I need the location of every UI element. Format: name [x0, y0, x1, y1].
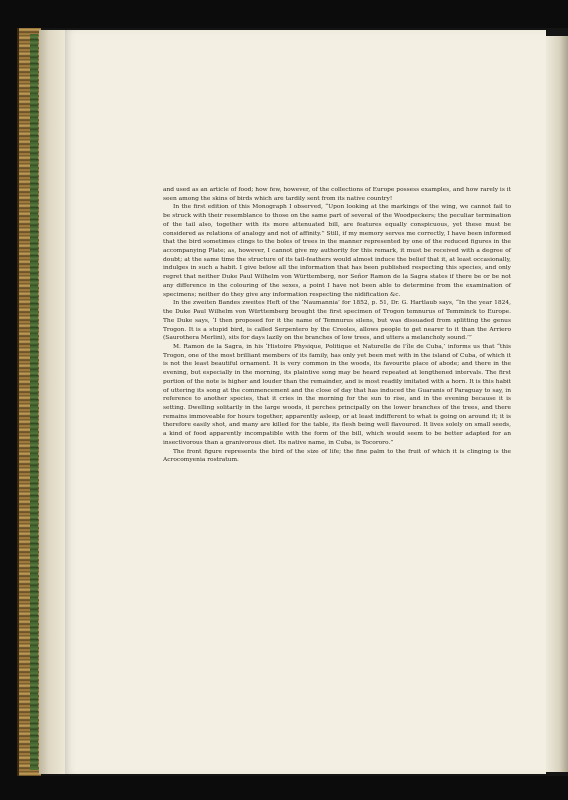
paragraph-4: M. Ramon de la Sagra, in his ‘Histoire Physique, Politique et Naturelle de l’île de Cuba,’ informs us that “this Trogon, one of the most brilliant members of its family, has only yet been met with in the island of Cuba, of which it is not the least beautiful ornament. It is very common in the woods, its favourite place of abode; and there in the evening, but especially in the morning, its plaintive song may be heard repeated at lengthened intervals. The first portion of the note is higher and louder than the remainder, and is most readily imitated with a horn. It is this habit of uttering its song at the commencement and the close of day that has induced the Guaranis of Paraguay to say, in reference to another species, that it cries in the morning for the sun to rise, and in the evening because it is setting. Dwelling solitarily in the large woods, it perches principally on the lower branches of the trees, and there remains immoveable for hours together, apparently asleep, or at least indifferent to what is going on around it; it is therefore easily shot, and many are killed for the table, its flesh being well flavoured. It lives solely on small seeds, a kind of food apparently incompatible with the form of the bill, which would seem to be better adapted for an insectivorous than a granivorous diet. Its native name, in Cuba, is Tocororo.” — [163, 343, 511, 446]
page-fore-edge — [546, 36, 568, 772]
body-text — [163, 186, 511, 465]
page-gutter — [39, 30, 66, 774]
paragraph-3: In the zweiten Bandes zweites Heft of the ‘Naumannia’ for 1852, p. 51, Dr. G. Hartlaub says, “In the year 1824, the Duke Paul Wilhelm von Württemberg brought the first specimen of Trogon temnurus of Temminck to Europe. The Duke says, ‘I then proposed for it the name of Temnurus silens, but was dissuaded from splitting the genus Trogon. It is a stupid bird, is called Serpentero by the Creoles, allows people to get nearer to it than the Arriero (Saurothera Merlini), sits for days lazily on the branches of low trees, and utters a melancholy sound.’” — [163, 300, 511, 342]
paragraph-5: The front figure represents the bird of the size of life; the fine palm to the fruit of which it is clinging is the Acrocomyenia rostratum. — [163, 448, 511, 464]
paragraph-1: and used as an article of food; how few, however, of the collections of Europe possess examples, and how rarely is it seen among the skins of birds which are tardily sent from its native country! — [163, 187, 511, 202]
paragraph-2: In the first edition of this Monograph I observed, “Upon looking at the markings of the wing, we cannot fail to be struck with their resemblance to those on the same part of several of the Woodpeckers; the peculiar termination of the tail also, together with its more attenuated bill, are features equally conspicuous, yet these must be considered as relations of analogy and not of affinity.” Still, if my memory serves me correctly, I have been informed that the bird sometimes clings to the boles of trees in the manner represented by one of the reduced figures in the accompanying Plate; as, however, I cannot give my authority for this remark, it must be received with a degree of doubt; at the same time the structure of its tail-feathers would almost induce the belief that it, at least occasionally, indulges in such a habit. I give below all the information that has been published respecting this species, and only regret that neither Duke Paul Wilhelm von Württemberg, nor Señor Ramon de la Sagra states if there be or be not any difference in the colouring of the sexes, a point I have not been able to determine from the examination of specimens; neither do they give any information respecting the nidification &c. — [163, 204, 511, 298]
spine-binding-decoration — [30, 34, 38, 770]
